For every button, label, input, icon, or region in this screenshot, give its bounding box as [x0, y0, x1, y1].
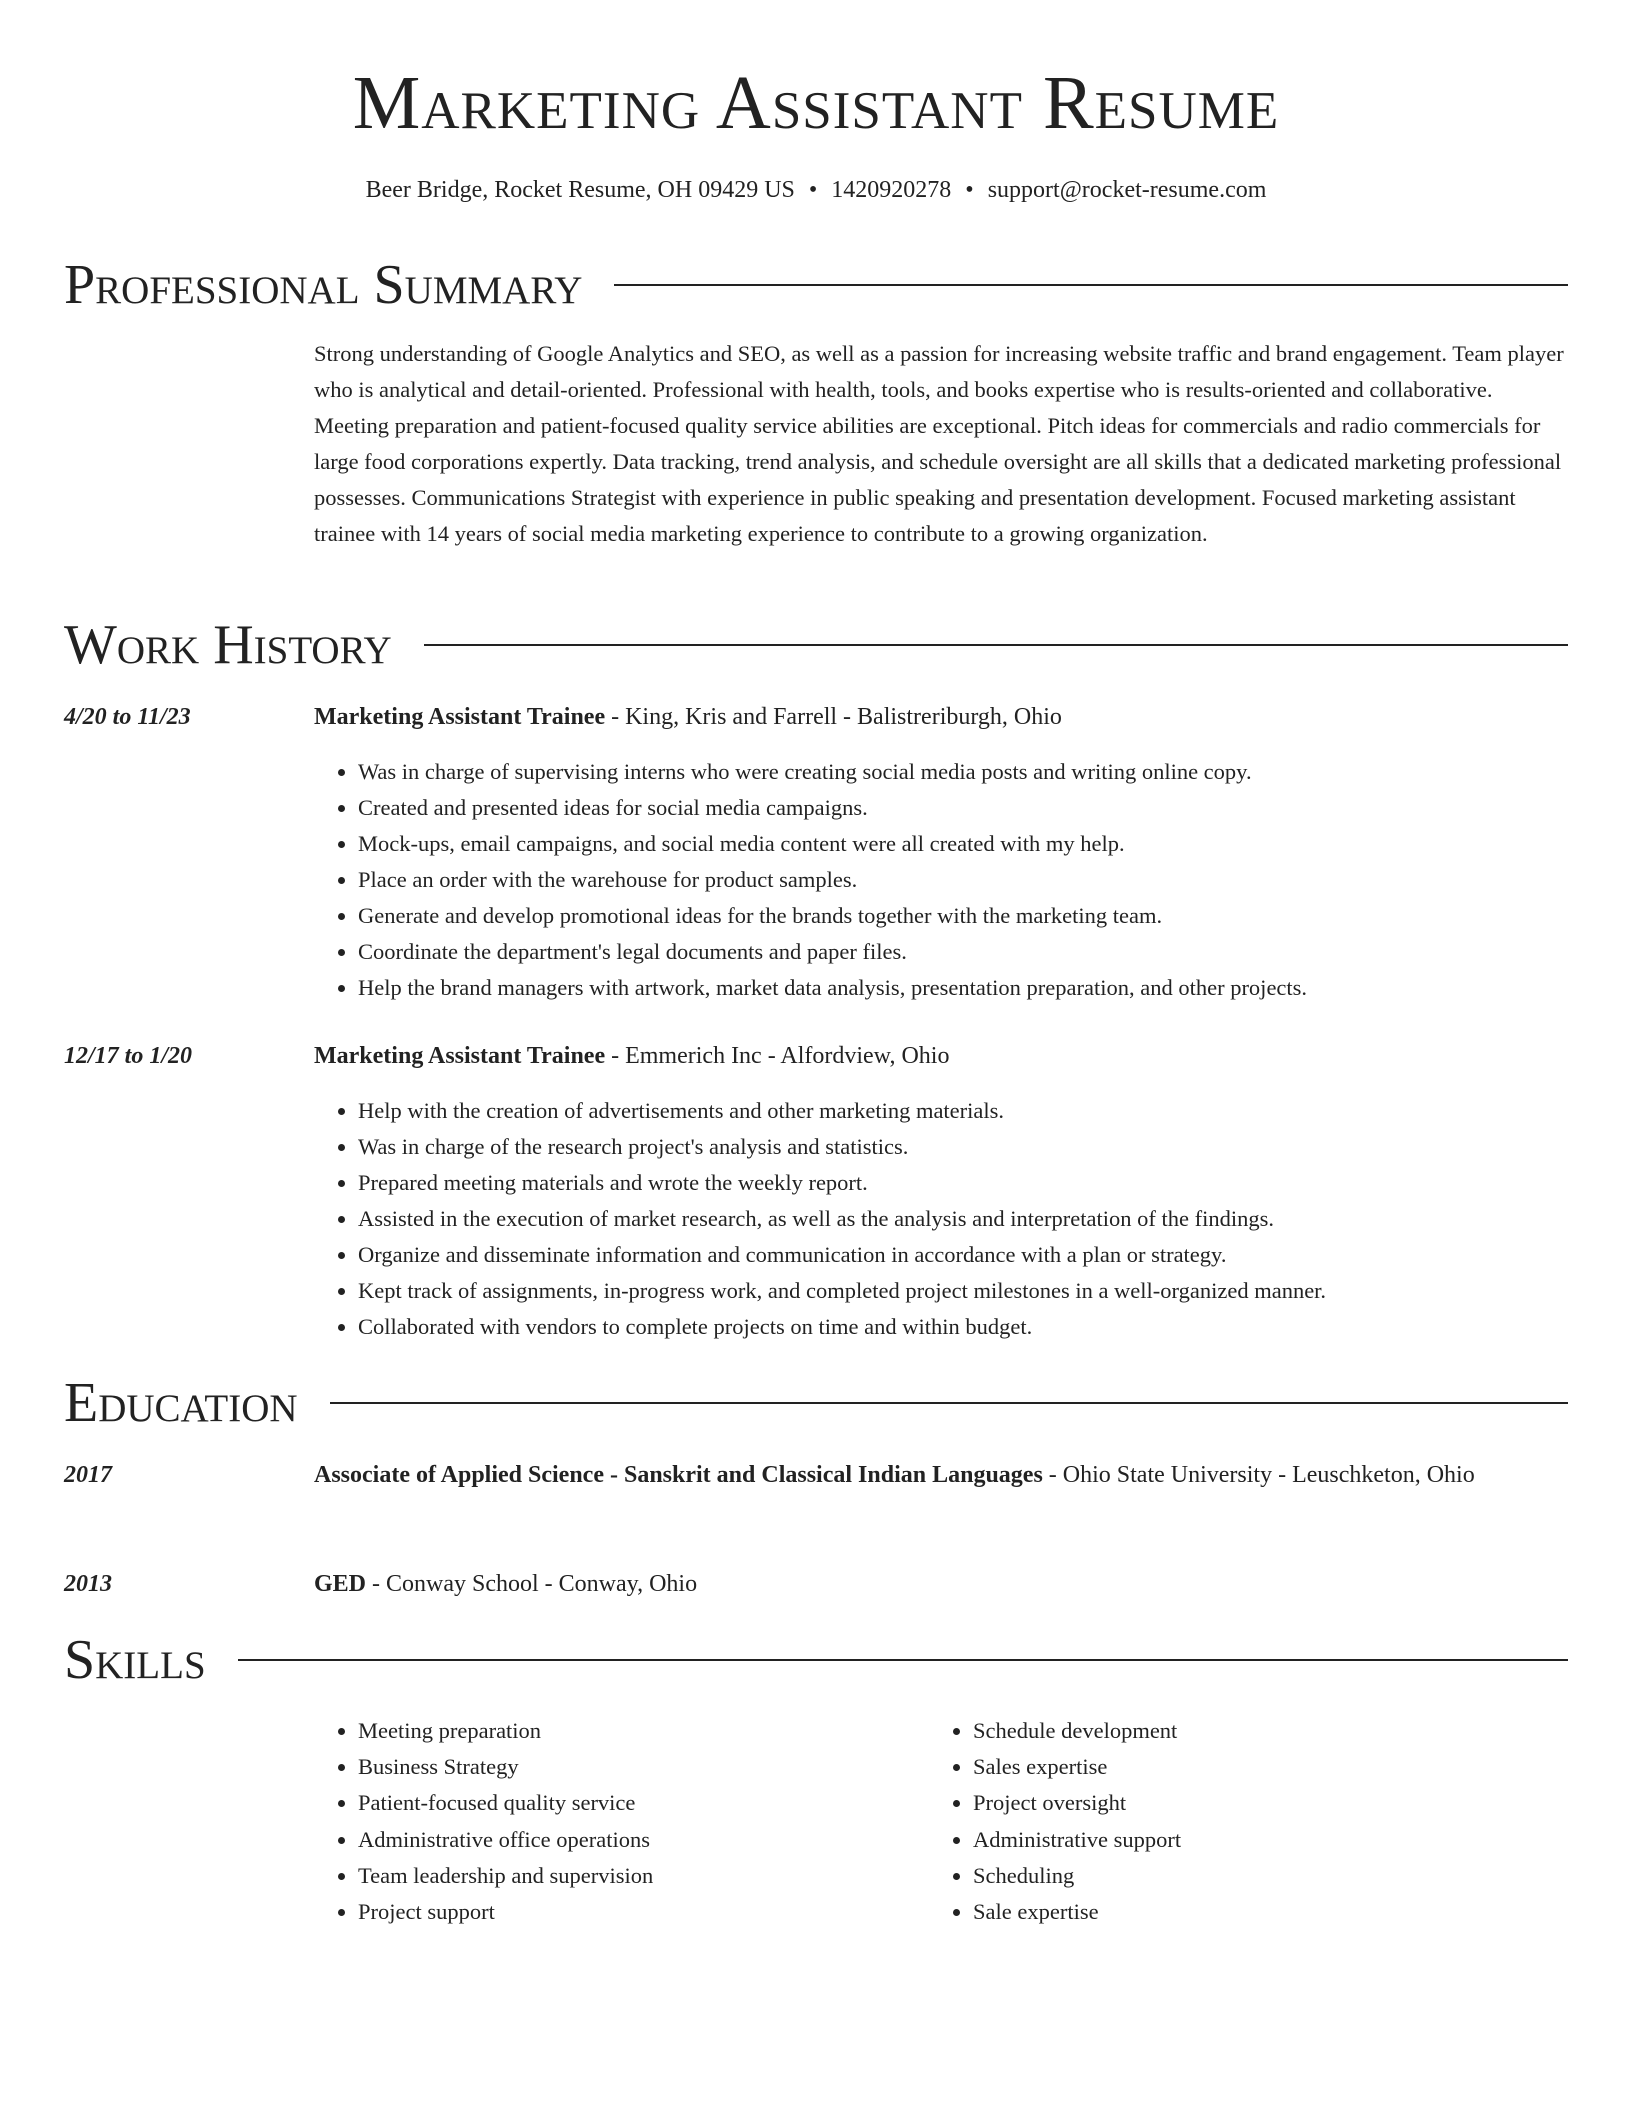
job-heading [314, 1037, 1568, 1075]
job-details: - King, Kris and Farrell - Balistreriburgh, Ohio [605, 704, 1062, 730]
section-divider [614, 284, 1568, 286]
education-heading [314, 1456, 1568, 1494]
resume-title: Marketing Assistant Resume [352, 61, 1280, 145]
summary-text: Strong understanding of Google Analytics and SEO, as well as a passion for increasing website traffic and brand engagement. Team player who is analytical and detail-oriented. Professional with health, tools, and books expertise who is results-oriented and collaborative. Meeting preparation and patient-focused quality service abilities are exceptional. Pitch ideas for commercials and radio commercials for large food corporations expertly. Data tracking, trend analysis, and schedule oversight are all skills that a dedicated marketing professional possesses. Communications Strategist with experience in public speaking and presentation development. Focused marketing assistant trainee with 14 years of social media marketing experience to contribute to a growing organization. [314, 341, 1564, 546]
list-item: • Created and presented ideas for social media campaigns. [358, 790, 1612, 826]
list-item: • Help with the creation of advertisements and other marketing materials. [358, 1093, 1612, 1129]
list-item: • Prepared meeting materials and wrote the weekly report. [358, 1165, 1612, 1201]
education-heading [314, 1565, 1568, 1603]
job-dates: 12/17 to 1/20 [64, 1043, 193, 1069]
section-header-work-history [64, 610, 1568, 680]
section-title: Skills [64, 1629, 206, 1691]
list-item: • Business Strategy [358, 1749, 918, 1785]
list-item: • Coordinate the department's legal documents and paper files. [358, 934, 1612, 970]
job-position: Marketing Assistant Trainee [314, 1043, 606, 1069]
list-item: • Project support [358, 1894, 918, 1930]
list-item: • Scheduling [973, 1858, 1533, 1894]
education-degree: Associate of Applied Science - Sanskrit and Classical Indian Languages [314, 1462, 1043, 1488]
contact-line [0, 174, 1632, 206]
separator: • [808, 177, 818, 203]
section-divider [238, 1659, 1568, 1661]
list-item: • Schedule development [973, 1713, 1533, 1749]
job-details: - Emmerich Inc - Alfordview, Ohio [605, 1043, 950, 1069]
education-year: 2013 [64, 1571, 112, 1597]
list-item: • Administrative support [973, 1822, 1533, 1858]
list-item: • Help the brand managers with artwork, market data analysis, presentation preparation, and other projects. [358, 970, 1612, 1006]
job-position: Marketing Assistant Trainee [314, 704, 606, 730]
list-item: • Was in charge of the research project's analysis and statistics. [358, 1129, 1612, 1165]
list-item: • Sales expertise [973, 1749, 1533, 1785]
list-item: • Patient-focused quality service [358, 1785, 918, 1821]
job-dates: 4/20 to 11/23 [64, 704, 191, 730]
section-title: Education [64, 1372, 298, 1434]
list-item: • Place an order with the warehouse for product samples. [358, 862, 1612, 898]
job-heading [314, 698, 1568, 736]
section-title: Professional Summary [64, 254, 583, 316]
list-item: • Meeting preparation [358, 1713, 918, 1749]
list-item: • Project oversight [973, 1785, 1533, 1821]
separator: • [965, 177, 974, 203]
education-details: - Conway School - Conway, Ohio [366, 1571, 698, 1597]
list-item: • Kept track of assignments, in-progress work, and completed project milestones in a well-organized manner. [358, 1273, 1612, 1309]
list-item: • Was in charge of supervising interns who were creating social media posts and writing online copy. [358, 754, 1612, 790]
list-item: • Sale expertise [973, 1894, 1533, 1930]
section-header-education [64, 1368, 1568, 1438]
phone: 1420920278 [831, 177, 952, 203]
job-bullet-list [314, 1093, 1612, 1345]
job-bullet-list [314, 754, 1612, 1006]
skills-list-left [314, 1713, 918, 1930]
list-item: • Mock-ups, email campaigns, and social media content were all created with my help. [358, 826, 1612, 862]
section-header-skills [64, 1625, 1568, 1695]
list-item: • Assisted in the execution of market research, as well as the analysis and interpretation of the findings. [358, 1201, 1612, 1237]
section-title: Work History [64, 614, 392, 676]
email: support@rocket-resume.com [987, 177, 1267, 203]
education-details: - Ohio State University - Leuschketon, Ohio [1042, 1462, 1475, 1488]
section-divider [330, 1402, 1568, 1404]
list-item: • Collaborated with vendors to complete projects on time and within budget. [358, 1309, 1612, 1345]
education-degree: GED [314, 1571, 367, 1597]
list-item: • Organize and disseminate information and communication in accordance with a plan or strategy. [358, 1237, 1612, 1273]
education-year: 2017 [64, 1462, 112, 1488]
section-divider [424, 644, 1568, 646]
list-item: • Administrative office operations [358, 1822, 918, 1858]
skills-list-right [929, 1713, 1533, 1930]
list-item: • Generate and develop promotional ideas for the brands together with the marketing team. [358, 898, 1612, 934]
address: Beer Bridge, Rocket Resume, OH 09429 US [365, 177, 795, 203]
section-header-summary [64, 250, 1568, 320]
list-item: • Team leadership and supervision [358, 1858, 918, 1894]
